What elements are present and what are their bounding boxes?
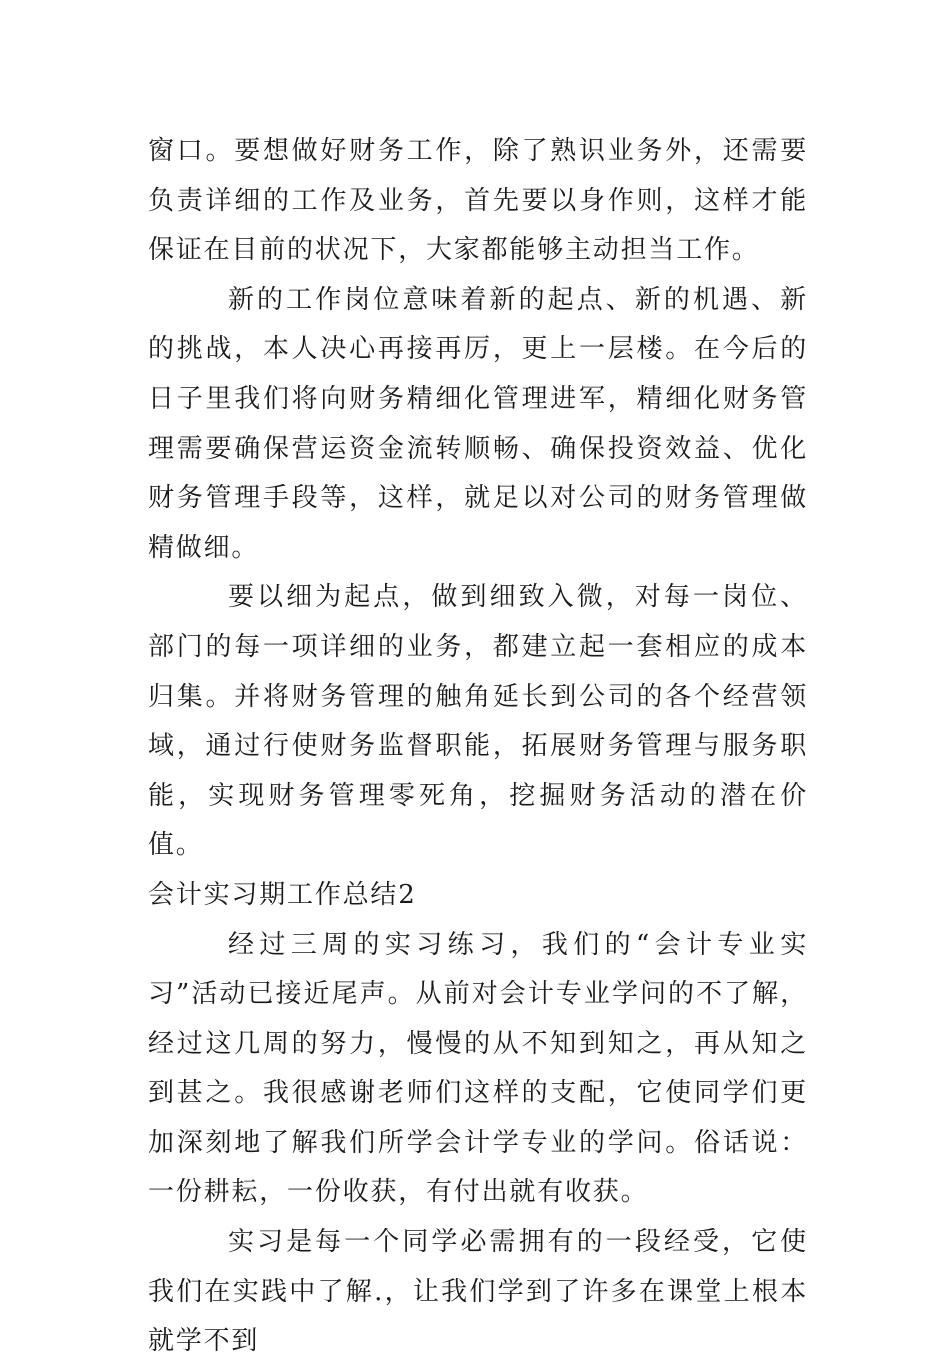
paragraph-3: 要以细为起点，做到细致入微，对每一岗位、部门的每一项详细的业务，都建立起一套相应的成本归集。并将财务管理的触角延长到公司的各个经营领域，通过行使财务监督职能，拓展财务管理与服务职能，实现财务管理零死角，挖掘财务活动的潜在价值。 xyxy=(148,582,808,861)
paragraph-5: 实习是每一个同学必需拥有的一段经受，它使我们在实践中了解.，让我们学到了许多在课堂上根本就学不到 xyxy=(148,1227,808,1357)
section-heading: 会计实习期工作总结2 xyxy=(148,879,417,910)
paragraph-2: 新的工作岗位意味着新的起点、新的机遇、新的挑战，本人决心再接再厉，更上一层楼。在今后的日子里我们将向财务精细化管理进军，精细化财务管理需要确保营运资金流转顺畅、确保投资效益、优化财务管理手段等，这样，就足以对公司的财务管理做精做细。 xyxy=(148,284,808,563)
paragraph-1: 窗口。要想做好财务工作，除了熟识业务外，还需要负责详细的工作及业务，首先要以身作则，这样才能保证在目前的状况下，大家都能够主动担当工作。 xyxy=(148,136,808,266)
document-body xyxy=(148,127,808,1367)
paragraph-4: 经过三周的实习练习，我们的“会计专业实习”活动已接近尾声。从前对会计专业学问的不了解，经过这几周的努力，慢慢的从不知到知之，再从知之到甚之。我很感谢老师们这样的支配，它使同学们更加深刻地了解我们所学会计学专业的学问。俗话说：一份耕耘，一份收获，有付出就有收获。 xyxy=(148,929,808,1208)
